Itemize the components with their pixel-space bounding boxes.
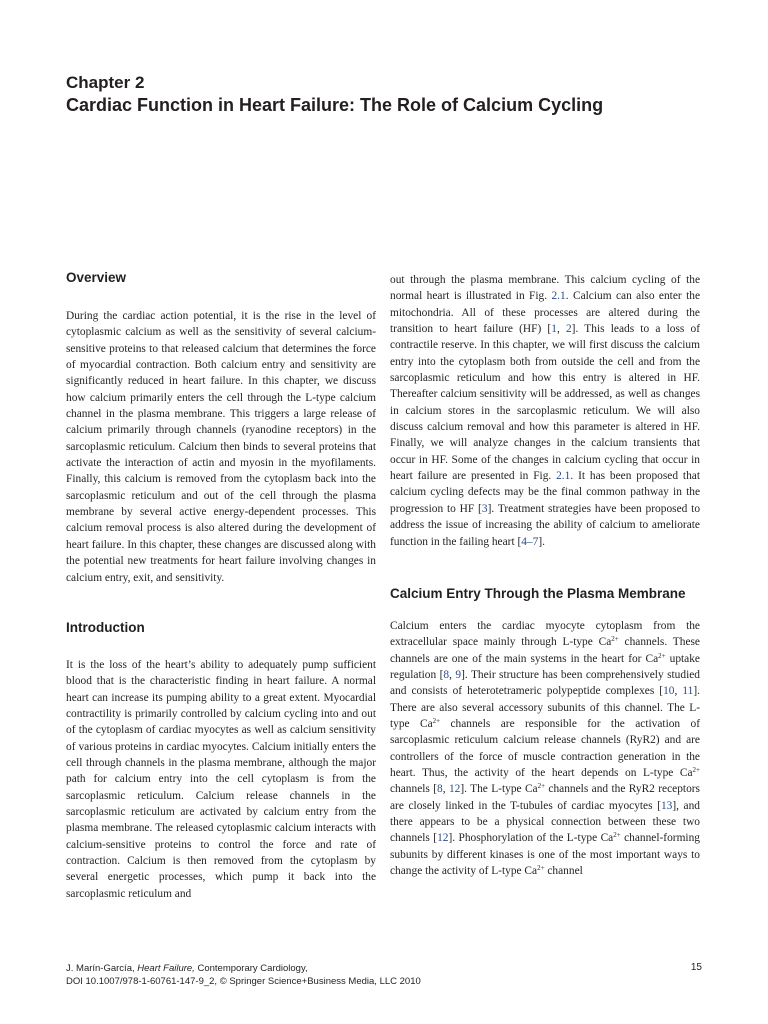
citation-link[interactable]: 2 — [565, 323, 572, 336]
footer-series: Contemporary Cardiology, — [194, 963, 308, 974]
ca-symbol: Ca — [679, 766, 693, 779]
text-run: , — [556, 323, 566, 336]
charge-superscript: 2+ — [537, 782, 546, 791]
charge-superscript: 2+ — [611, 635, 619, 644]
text-run: . Calcium can also enter the mitochondria. All of these processes are altered during the transition to heart failure (HF) [ — [390, 290, 701, 336]
text-run: channels. These channels are one of the main systems in the heart for — [390, 636, 700, 665]
chapter-label: Chapter 2 — [66, 73, 145, 92]
text-run: . It has been proposed that calcium cycling defects may be the final common pathway in the progression to HF [ — [390, 470, 700, 515]
citation-link[interactable]: 9 — [455, 668, 462, 681]
citation-link[interactable]: 3 — [481, 502, 488, 515]
citation-link[interactable]: 1 — [551, 323, 557, 336]
introduction-heading: Introduction — [66, 619, 145, 635]
text-run: channel — [544, 865, 583, 877]
charge-superscript: 2+ — [613, 831, 621, 840]
citation-link[interactable]: 13 — [660, 799, 673, 812]
ca-symbol: Ca — [420, 717, 433, 730]
charge-superscript: 2+ — [658, 651, 666, 660]
text-run: ]. Their structure has been comprehensively studied and consists of heterotetrameric polypeptide complexes [ — [390, 668, 700, 698]
text-run: , — [442, 783, 449, 796]
footer-citation — [66, 962, 706, 988]
left-column — [66, 268, 376, 902]
text-run: , — [674, 685, 683, 698]
ca-symbol: Ca — [524, 783, 538, 796]
ca-symbol: Ca — [645, 652, 659, 665]
charge-superscript: 2+ — [537, 864, 545, 872]
footer-author: J. Marín-García, — [66, 963, 138, 974]
text-run: channels are responsible for the activation of sarcoplasmic reticulum calcium release channels (RyR2) and are controllers of the force of muscle contraction generation in the heart. Thus, the activity of the heart depends on L-type — [390, 717, 700, 779]
footer-book-title: Heart Failure, — [137, 963, 195, 974]
text-run: uptake regulation [ — [390, 652, 700, 681]
text-run: Calcium enters the cardiac myocyte cytoplasm from the extracellular space mainly through L-type — [390, 619, 700, 649]
calcium-entry-heading: Calcium Entry Through the Plasma Membrane — [390, 585, 686, 601]
figure-ref-link[interactable]: 2.1 — [551, 290, 566, 303]
footer-doi: DOI 10.1007/978-1-60761-147-9_2, © Springer Science+Business Media, LLC 2010 — [66, 976, 421, 987]
citation-link[interactable]: 8 — [437, 783, 443, 796]
text-run: ]. The L-type — [460, 783, 525, 796]
ca-symbol: Ca — [524, 865, 538, 877]
text-run: out through the plasma membrane. This calcium cycling of the normal heart is illustrated in Fig. — [390, 274, 700, 303]
figure-ref-link[interactable]: 2.1 — [556, 470, 571, 483]
ca-symbol: Ca — [598, 636, 612, 649]
text-run: ]. Phosphorylation of the L-type — [448, 832, 601, 845]
text-run: ], and there appears to be a physical connection between these two channels [ — [390, 799, 701, 845]
text-run: ]. Treatment strategies have been proposed to address the issue of increasing the ability of calcium to ameliorate function in the failing heart [ — [390, 502, 701, 548]
text-run: channels [ — [390, 783, 438, 796]
text-run: ]. — [538, 535, 546, 548]
citation-link[interactable]: 4–7 — [521, 535, 539, 548]
citation-link[interactable]: 12 — [448, 783, 461, 796]
citation-link[interactable]: 10 — [663, 685, 675, 698]
calcium-entry-paragraph — [390, 618, 700, 880]
continuation-paragraph — [390, 272, 700, 550]
text-run: ]. This leads to a loss of contractile reserve. In this chapter, we will first discuss the calcium entry into the cytoplasm both from outside the cell and from the sarcoplasmic reticulum and how this entry is altered in HF. Thereafter calcium sensitivity will be addressed, as well as changes in calcium stores in the sarcoplasmic reticulum. We will also discuss calcium removal and how this parameter is altered in HF. Finally, we will analyze changes in the calcium transients that occur in HF. Some of the changes in calcium cycling that occur in heart failure are presented in Fig. — [390, 323, 700, 483]
page-number: 15 — [690, 962, 702, 973]
text-run: channel-forming subunits by different kinases is one of the most important ways to change the activity of L-type — [390, 832, 700, 877]
chapter-title: Cardiac Function in Heart Failure: The Role of Calcium Cycling — [66, 95, 604, 115]
charge-superscript: 2+ — [692, 765, 700, 774]
charge-superscript: 2+ — [432, 716, 441, 725]
ca-symbol: Ca — [600, 832, 614, 845]
footer-line-1 — [66, 962, 706, 975]
text-run: channels and the RyR2 receptors are closely linked in the T-tubules of cardiac myocytes [ — [390, 783, 700, 812]
introduction-paragraph: It is the loss of the heart’s ability to adequately pump sufficient blood that is the characteristic finding in heart failure. A normal heart can increase its pumping ability to a great extent. Myocardial contractility is primarily controlled by calcium cycling into and out of the cytoplasm of cardiac myocytes as well as calcium sensitivity of various proteins in cardiac myocytes. Calcium initially enters the cell through channels in the plasma membrane, although the major path for calcium entry into the cell cytoplasm is from the sarcoplasmic reticulum. Calcium release channels in the sarcoplasmic reticulum are activated by calcium entry from the plasma membrane. The released cytoplasmic calcium interacts with calcium-sensitive proteins to control the force and rate of contraction. Calcium is then removed from the cytoplasm by several energetic processes, which pump it back into the sarcoplasmic reticulum and — [66, 658, 376, 900]
text-run: ]. There are also several accessory subunits of this channel. The L-type — [390, 685, 701, 730]
right-column — [390, 272, 700, 879]
citation-link[interactable]: 11 — [682, 685, 694, 698]
citation-link[interactable]: 12 — [437, 832, 449, 845]
text-run: , — [449, 668, 456, 681]
overview-paragraph: During the cardiac action potential, it is the rise in the level of cytoplasmic calcium as well as the sensitivity of several calcium-sensitive proteins to that released calcium that determines the force of myocardial contraction. Both calcium entry and sensitivity are significantly reduced in heart failure. In this chapter, we discuss how calcium primarily enters the cell through the L-type calcium channel in the plasma membrane. This triggers a large release of calcium primarily through channels (ryanodine receptors) in the sarcoplasmic reticulum. Calcium then binds to several proteins that activate the interaction of actin and myosin in the myofilaments. Finally, this calcium is removed from the cytoplasm back into the sarcoplasmic reticulum and out of the cell through the plasma membrane by several active energy-dependent processes. This calcium removal process is also altered during the development of heart failure. In this chapter, these changes are discussed along with the potential new treatments for heart failure involving changes in calcium entry, exit, and sensitivity. — [66, 310, 376, 584]
overview-heading: Overview — [66, 270, 127, 285]
citation-link[interactable]: 8 — [443, 668, 450, 681]
